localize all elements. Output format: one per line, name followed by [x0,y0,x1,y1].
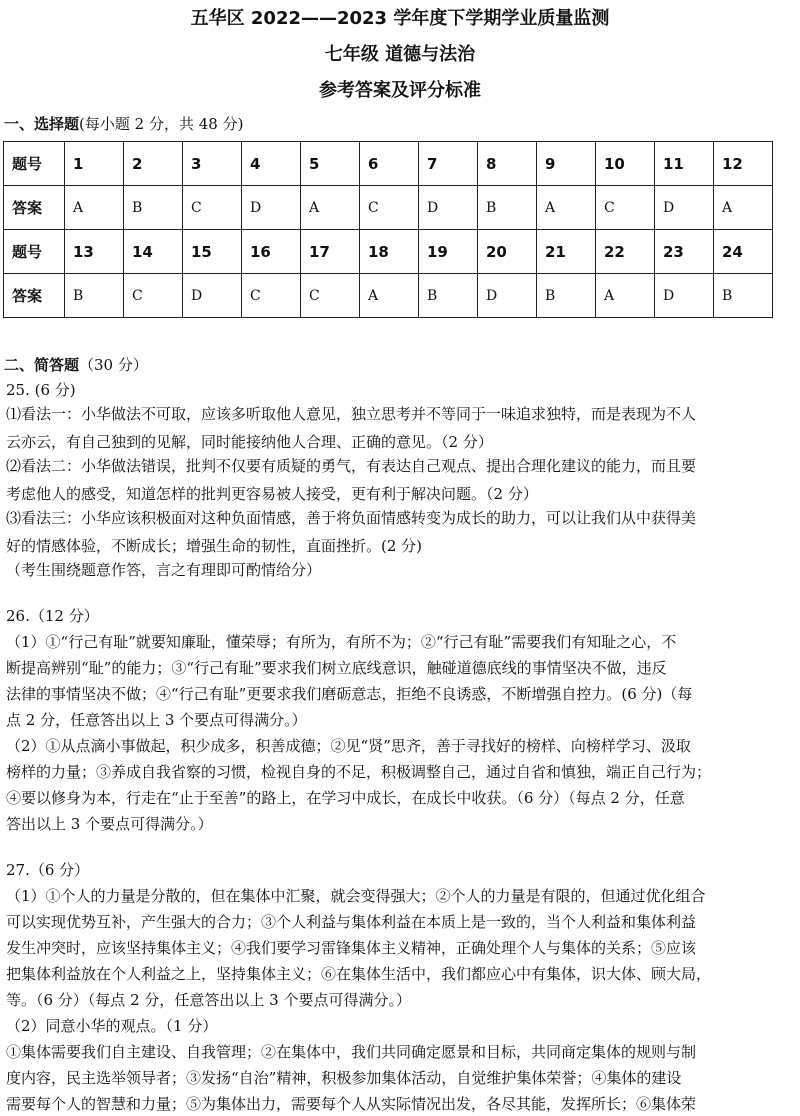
question-number-cell: 20 [478,230,537,274]
answer-cell: B [419,274,478,318]
answer-cell: A [360,274,419,318]
section-1-note: (每小题 2 分，共 48 分) [79,115,244,133]
exam-title: 五华区 2022——2023 学年度下学期学业质量监测 [190,8,610,29]
section-2-title: 二、简答题 [4,356,80,374]
answer-line: 25. (6 分) [6,381,76,399]
answer-cell: D [242,186,301,230]
section-2-note: （30 分） [79,356,148,374]
question-number-cell: 16 [242,230,301,274]
answer-line: ⑴看法一：小华做法不可取，应该多听取他人意见，独立思考并不等同于一味追求独特，而是表现为不人 [6,405,697,423]
answer-cell: D [419,186,478,230]
answer-cell: C [183,186,242,230]
question-number-cell: 12 [714,142,773,186]
answer-line: （1）①“行己有耻”就要知廉耻，懂荣辱；有所为，有所不为；②“行己有耻”需要我们有知耻之心，不 [6,633,677,651]
section-1-heading [4,113,243,134]
grade-subject: 七年级 道德与法治 [324,44,476,65]
answer-line: ⑶看法三：小华应该积极面对这种负面情感，善于将负面情感转变为成长的助力，可以让我们从中获得美 [6,509,697,527]
question-number-cell: 14 [124,230,183,274]
question-number-cell: 18 [360,230,419,274]
answer-cell: B [65,274,124,318]
answer-cell: B [537,274,596,318]
row-label-answer: 答案 [4,186,65,230]
answer-line: 发生冲突时，应该坚持集体主义；④我们要学习雷锋集体主义精神，正确处理个人与集体的关系；⑤应该 [6,939,697,957]
answer-line: 法律的事情坚决不做；④“行己有耻”更要求我们磨砺意志，拒绝不良诱惑，不断增强自控力。(6 分)（每 [6,685,693,703]
answer-cell: A [596,274,655,318]
question-number-cell: 22 [596,230,655,274]
document-title: 参考答案及评分标准 [319,80,481,101]
question-number-cell: 23 [655,230,714,274]
answer-cell: A [301,186,360,230]
question-number-cell: 24 [714,230,773,274]
row-label-question: 题号 [4,142,65,186]
answer-cell: C [301,274,360,318]
answer-cell: D [478,274,537,318]
answer-line: 点 2 分，任意答出以上 3 个要点可得满分。） [6,711,307,729]
answer-line: 等。（6 分）（每点 2 分，任意答出以上 3 个要点可得满分。） [6,991,411,1009]
question-number-row [4,142,773,186]
answer-line: 榜样的力量；③养成自我省察的习惯，检视自身的不足，积极调整自己，通过自省和慎独，端正自己行为； [6,763,712,781]
answer-line: 度内容，民主选举领导者；③发扬“自治”精神，积极参加集体活动，自觉维护集体荣誉；④集体的建设 [6,1069,682,1087]
answer-cell: A [537,186,596,230]
answer-cell: A [714,186,773,230]
answer-line: 可以实现优势互补，产生强大的合力；③个人利益与集体利益在本质上是一致的，当个人利益和集体利益 [6,913,697,931]
answer-row [4,186,773,230]
answer-cell: C [360,186,419,230]
question-number-cell: 4 [242,142,301,186]
row-label-answer: 答案 [4,274,65,318]
answer-row [4,274,773,318]
answer-line: 好的情感体验，不断成长；增强生命的韧性，直面挫折。(2 分) [6,537,423,555]
question-number-cell: 6 [360,142,419,186]
question-number-cell: 13 [65,230,124,274]
answer-cell: D [655,274,714,318]
question-number-cell: 2 [124,142,183,186]
question-number-cell: 10 [596,142,655,186]
question-number-cell: 9 [537,142,596,186]
answer-line: 考虑他人的感受，知道怎样的批判更容易被人接受，更有利于解决问题。（2 分） [6,485,538,503]
question-number-row [4,230,773,274]
answer-line: （考生围绕题意作答，言之有理即可酌情给分） [6,561,322,579]
answer-cell: B [714,274,773,318]
question-number-cell: 5 [301,142,360,186]
answer-line: 需要每个人的智慧和力量；⑤为集体出力，需要每个人从实际情况出发，各尽其能，发挥所长；⑥集体荣 [6,1095,697,1113]
question-number-cell: 3 [183,142,242,186]
answer-cell: C [596,186,655,230]
answer-line: ①集体需要我们自主建设、自我管理；②在集体中，我们共同确定愿景和目标，共同商定集体的规则与制 [6,1043,697,1061]
question-number-cell: 11 [655,142,714,186]
answer-cell: D [183,274,242,318]
answer-line: 云亦云，有自己独到的见解，同时能接纳他人合理、正确的意见。（2 分） [6,433,493,451]
question-number-cell: 17 [301,230,360,274]
answer-cell: B [478,186,537,230]
answer-line: 答出以上 3 个要点可得满分。） [6,815,213,833]
answer-cell: A [65,186,124,230]
question-number-cell: 7 [419,142,478,186]
answer-line: ④要以修身为本，行走在“止于至善”的路上，在学习中成长，在成长中收获。（6 分）（每点 2 分，任意 [6,789,685,807]
question-number-cell: 1 [65,142,124,186]
question-number-cell: 15 [183,230,242,274]
answer-cell: B [124,186,183,230]
answer-line: （2）①从点滴小事做起，积少成多，积善成德；②见“贤”思齐，善于寻找好的榜样、向榜样学习、汲取 [6,737,691,755]
answer-line: ⑵看法二：小华做法错误，批判不仅要有质疑的勇气，有表达自己观点、提出合理化建议的能力，而且要 [6,457,697,475]
answer-cell: C [124,274,183,318]
answer-table [3,141,773,318]
answer-cell: D [655,186,714,230]
section-2-heading [4,354,148,375]
row-label-question: 题号 [4,230,65,274]
answer-line: 把集体利益放在个人利益之上，坚持集体主义；⑥在集体生活中，我们都应心中有集体，识大体、顾大局， [6,965,712,983]
question-number-cell: 21 [537,230,596,274]
answer-line: 27.（6 分） [6,861,90,879]
answer-line: 断提高辨别“耻”的能力；③“行己有耻”要求我们树立底线意识，触碰道德底线的事情坚决不做，违反 [6,659,667,677]
answer-line: （1）①个人的力量是分散的，但在集体中汇聚，就会变得强大；②个人的力量是有限的，但通过优化组合 [6,887,706,905]
answer-line: （2）同意小华的观点。（1 分） [6,1017,218,1035]
section-1-title: 一、选择题 [4,115,80,133]
question-number-cell: 8 [478,142,537,186]
question-number-cell: 19 [419,230,478,274]
answer-line: 26.（12 分） [6,607,99,625]
answer-cell: C [242,274,301,318]
